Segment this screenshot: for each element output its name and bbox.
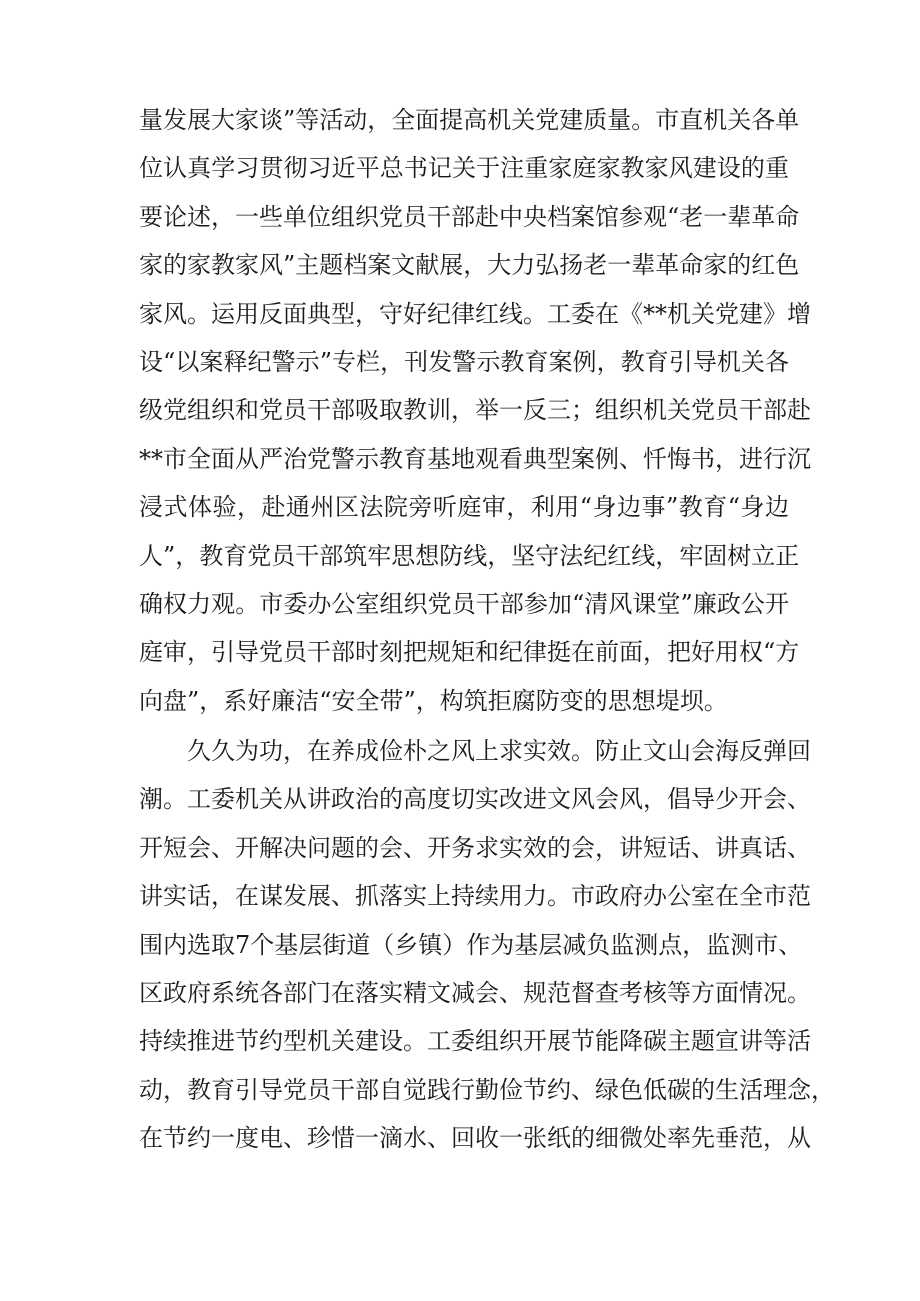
text-line: 向盘”，系好廉洁“安全带”，构筑拒腐防变的思想堤坝。	[139, 686, 728, 715]
text-line: 潮。工委机关从讲政治的高度切实改进文风会风，倡导少开会、	[139, 785, 811, 814]
text-line: 要论述，一些单位组织党员干部赴中央档案馆参观“老一辈革命	[139, 202, 800, 231]
text-line: 设“以案释纪警示”专栏，刊发警示教育案例，教育引导机关各	[139, 347, 789, 376]
text-line: 确权力观。市委办公室组织党员干部参加“清风课堂”廉政公开	[139, 589, 789, 618]
text-line: 持续推进节约型机关建设。工委组织开展节能降碳主题宣讲等活	[139, 1027, 811, 1056]
text-line: **市全面从严治党警示教育基地观看典型案例、忏悔书，进行沉	[139, 444, 811, 473]
text-line: 级党组织和党员干部吸取教训，举一反三；组织机关党员干部赴	[139, 396, 811, 425]
text-line: 在节约一度电、珍惜一滴水、回收一张纸的细微处率先垂范，从	[139, 1124, 811, 1153]
paragraph-2	[139, 727, 835, 1163]
text-line: 人”，教育党员干部筑牢思想防线，坚守法纪红线，牢固树立正	[139, 541, 800, 570]
text-line: 家风。运用反面典型，守好纪律红线。工委在《**机关党建》增	[139, 299, 811, 328]
text-line: 久久为功，在养成俭朴之风上求实效。防止文山会海反弹回	[187, 737, 811, 766]
text-line: 区政府系统各部门在落实精文减会、规范督查考核等方面情况。	[139, 979, 811, 1008]
text-line: 围内选取7个基层街道（乡镇）作为基层减负监测点，监测市、	[139, 930, 803, 959]
text-line: 庭审，引导党员干部时刻把规矩和纪律挺在前面，把好用权“方	[139, 638, 800, 667]
text-line: 家的家教家风”主题档案文献展，大力弘扬老一辈革命家的红色	[139, 251, 800, 280]
document-body	[139, 96, 835, 1163]
text-line: 开短会、开解决问题的会、开务求实效的会，讲短话、讲真话、	[139, 833, 811, 862]
text-line: 位认真学习贯彻习近平总书记关于注重家庭家教家风建设的重	[139, 154, 789, 183]
paragraph-1	[139, 96, 811, 725]
text-line: 讲实话，在谋发展、抓落实上持续用力。市政府办公室在全市范	[139, 882, 811, 911]
text-line: 浸式体验，赴通州区法院旁听庭审，利用“身边事”教育“身边	[139, 493, 789, 522]
text-line: 量发展大家谈”等活动，全面提高机关党建质量。市直机关各单	[139, 106, 800, 134]
text-line: 动，教育引导党员干部自觉践行勤俭节约、绿色低碳的生活理念，	[139, 1075, 835, 1104]
